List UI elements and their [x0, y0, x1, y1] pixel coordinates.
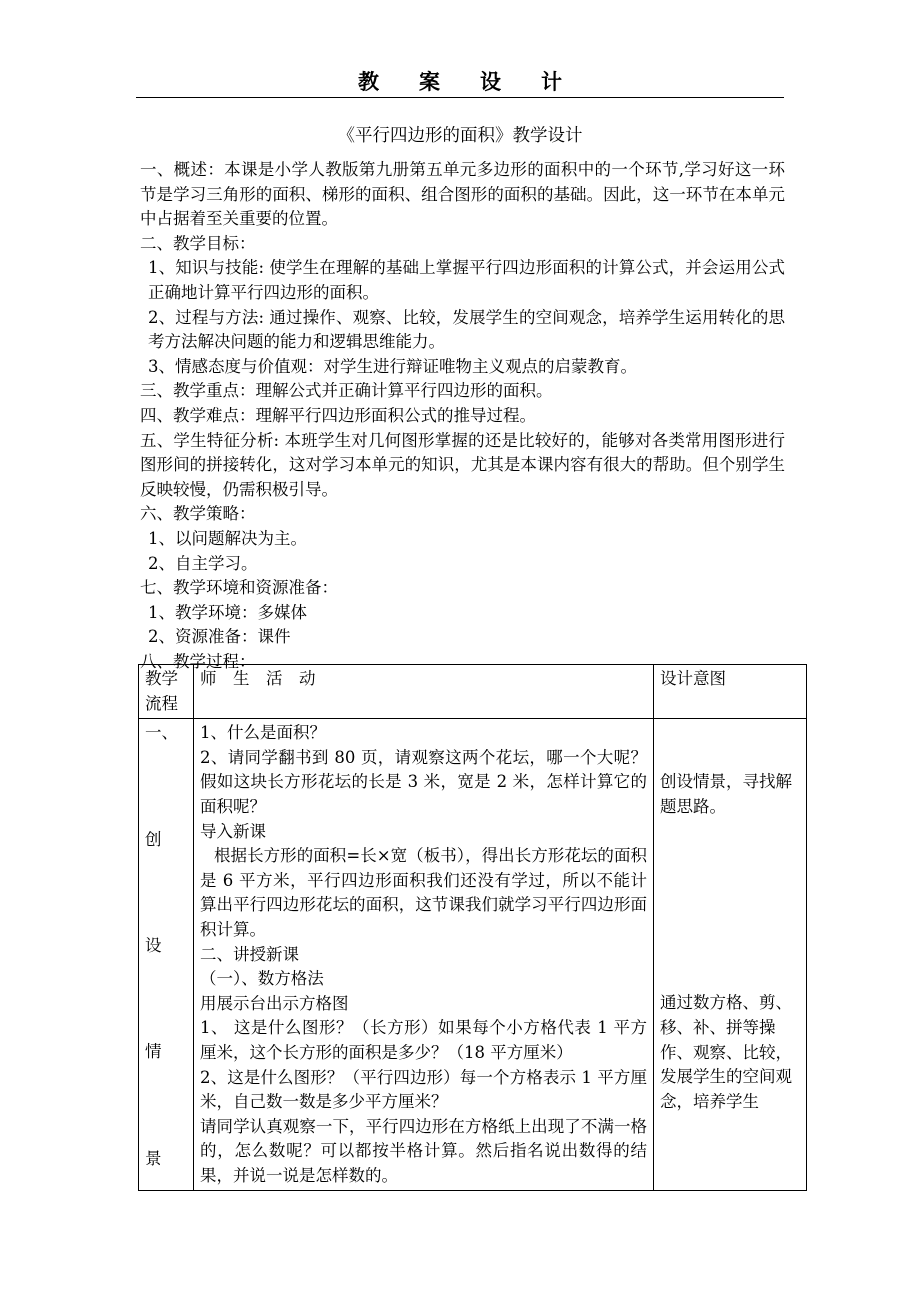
activity-line: 2、请同学翻书到 80 页，请观察这两个花坛，哪一个大呢？假如这块长方形花坛的长是 3 米，宽是 2 米，怎样计算它的面积呢？: [200, 747, 647, 816]
section-heading-strategy: 六、教学策略：: [140, 504, 256, 524]
objective-knowledge: 1、知识与技能: 使学生在理解的基础上掌握平行四边形面积的计算公式，并会运用公式正确地计算平行四边形的面积。: [148, 258, 785, 302]
environment-item-2: 2、资源准备：课件: [148, 627, 291, 647]
overview-paragraph: 一、概述：本课是小学人教版第九册第五单元多边形的面积中的一个环节,学习好这一环节是学习三角形的面积、梯形的面积、组合图形的面积的基础。因此，这一环节在本单元中占据着至关重要的位置。: [140, 160, 785, 229]
header-flow: 教学流程: [139, 665, 194, 719]
section-heading-process: 八、教学过程：: [140, 651, 256, 671]
stage-label: 一、: [145, 723, 178, 743]
section-heading-environment: 七、教学环境和资源准备：: [140, 578, 338, 598]
stage-cell: [139, 719, 194, 1191]
activity-line: 导入新课: [200, 821, 266, 841]
objective-process: 2、过程与方法: 通过操作、观察、比较，发展学生的空间观念，培养学生运用转化的思考方法解决问题的能力和逻辑思维能力。: [148, 307, 785, 352]
stage-char: 创: [145, 829, 162, 849]
table-header-row: [139, 665, 807, 719]
activity-line: 请同学认真观察一下，平行四边形在方格纸上出现了不满一格的，怎么数呢？可以都按半格计算。然后指名说出数得的结果，并说一说是怎样数的。: [200, 1116, 647, 1185]
intent-text-1: 创设情景，寻找解题思路。: [660, 772, 792, 816]
objective-attitude: 3、情感态度与价值观：对学生进行辩证唯物主义观点的启蒙教育。: [148, 356, 637, 376]
environment-item-1: 1、教学环境：多媒体: [148, 602, 307, 622]
activity-line: 用展示台出示方格图: [200, 993, 349, 1013]
header-activity: 师 生 活 动: [194, 665, 654, 719]
section-difficulty: 四、教学难点：理解平行四边形面积公式的推导过程。: [140, 405, 536, 425]
activity-line: 2、这是什么图形？（平行四边形）每一个方格表示 1 平方厘米，自己数一数是多少平方厘米？: [200, 1067, 647, 1112]
strategy-item-1: 1、以问题解决为主。: [148, 528, 307, 548]
intent-cell: [654, 719, 807, 1191]
stage-char: 情: [145, 1042, 162, 1062]
strategy-item-2: 2、自主学习。: [148, 553, 258, 573]
intent-text-2: 通过数方格、剪、移、补、拼等操作、观察、比较，发展学生的空间观念，培养学生: [660, 993, 792, 1111]
activity-cell: [194, 719, 654, 1191]
header-divider: [136, 97, 784, 98]
stage-char: 设: [145, 935, 162, 955]
activity-line: （一）、数方格法: [200, 969, 324, 989]
teaching-process-table: [138, 664, 807, 1191]
activity-line: 二、讲授新课: [200, 944, 299, 964]
activity-line: 1、 这是什么图形？（长方形）如果每个小方格代表 1 平方厘米，这个长方形的面积是多少？（18 平方厘米）: [200, 1018, 647, 1062]
section-heading-objectives: 二、教学目标：: [140, 233, 256, 253]
section-student-analysis: 五、学生特征分析: 本班学生对几何图形掌握的还是比较好的，能够对各类常用图形进行图形间的拼接转化，这对学习本单元的知识，尤其是本课内容有很大的帮助。但个别学生反映较慢，仍需积极引导。: [140, 430, 785, 499]
page-header-title: 教案设计: [358, 70, 602, 94]
activity-line: 1、什么是面积？: [200, 723, 326, 743]
section-key-point: 三、教学重点：理解公式并正确计算平行四边形的面积。: [140, 381, 553, 401]
header-intent: 设计意图: [654, 665, 807, 719]
document-title: 《平行四边形的面积》教学设计: [337, 126, 583, 146]
activity-line: 根据长方形的面积=长×宽（板书），得出长方形花坛的面积是 6 平方米，平行四边形面积我们还没有学过，所以不能计算出平行四边形花坛的面积，这节课我们就学习平行四边形面积计算。: [200, 846, 647, 939]
table-row: [139, 719, 807, 1191]
stage-char: 景: [145, 1148, 162, 1168]
document-body: [140, 158, 785, 674]
